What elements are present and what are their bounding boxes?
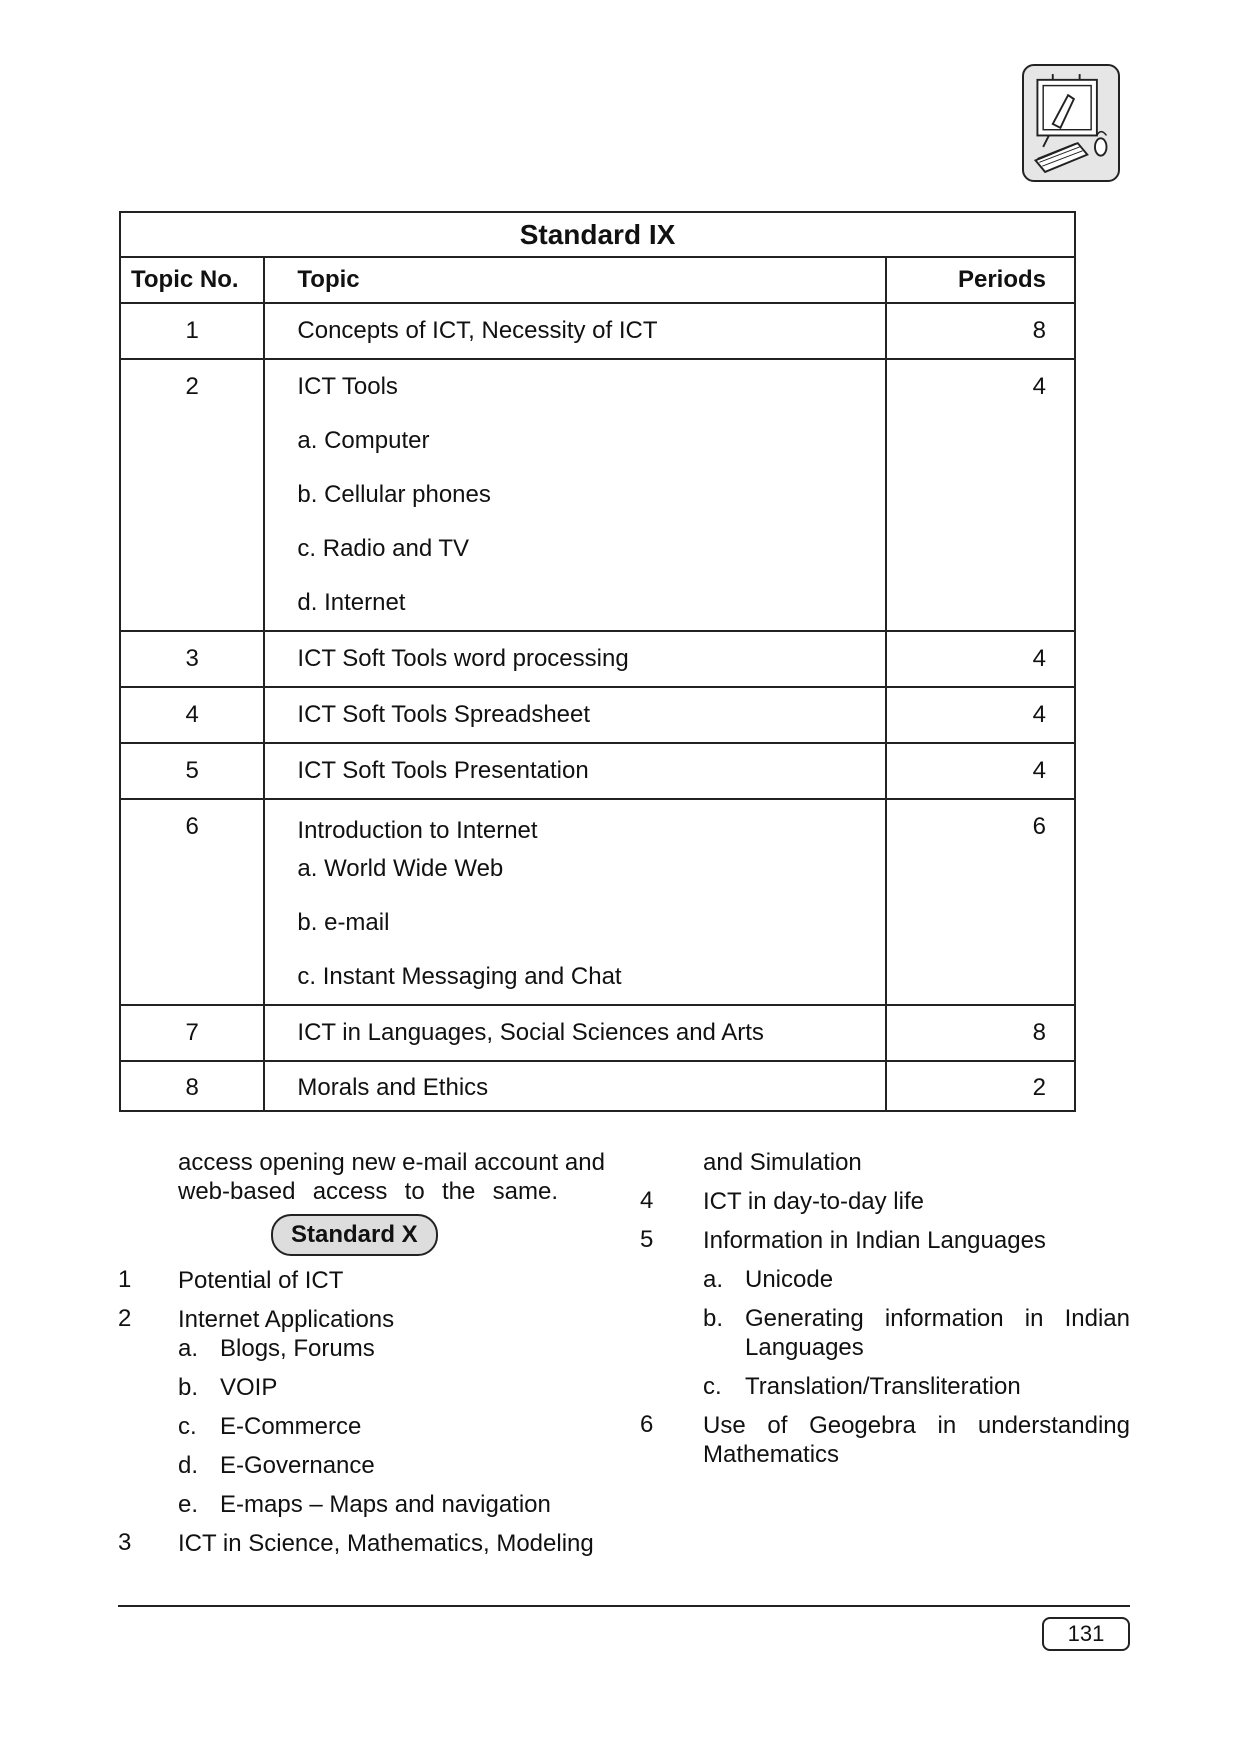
standard-x-label: Standard X	[271, 1214, 438, 1256]
sub-item	[178, 1412, 608, 1441]
sub-item-text: Generating information in Indian	[745, 1305, 1130, 1332]
table-row	[120, 359, 1075, 631]
topic-number: 4	[185, 701, 199, 728]
item-text: Information in Indian Languages	[703, 1227, 1046, 1254]
right-column	[640, 1148, 1130, 1469]
item-text: ICT in Science, Mathematics, Modeling	[178, 1530, 594, 1557]
sub-item	[703, 1304, 1130, 1362]
sub-item-text: Blogs, Forums	[220, 1335, 375, 1362]
sub-item-label: c.	[703, 1373, 722, 1400]
topic-text: Concepts of ICT, Necessity of ICT	[297, 317, 658, 344]
sub-item-label: a.	[178, 1335, 199, 1362]
item-number: 2	[118, 1305, 132, 1332]
left-column	[118, 1148, 608, 1558]
sub-item	[178, 1490, 608, 1519]
topic-number: 1	[185, 317, 199, 344]
list-item	[118, 1266, 608, 1295]
topic-text: ICT Soft Tools word processing	[297, 645, 629, 672]
sub-item-text: E-maps – Maps and navigation	[220, 1491, 551, 1518]
table-title: Standard IX	[120, 212, 1075, 257]
sub-item-label: d.	[178, 1452, 199, 1479]
list-item	[640, 1226, 1130, 1255]
header-topic-no: Topic No.	[120, 257, 264, 303]
item-text: Potential of ICT	[178, 1267, 344, 1294]
subtopic: c. Instant Messaging and Chat	[297, 963, 622, 990]
topic-periods: 8	[1032, 317, 1046, 344]
topic-text: ICT Soft Tools Presentation	[297, 757, 589, 784]
sub-item	[703, 1372, 1130, 1401]
subtopic: b. e-mail	[297, 909, 390, 936]
header-periods: Periods	[886, 257, 1075, 303]
topic-number: 7	[185, 1019, 199, 1046]
list-item	[640, 1411, 1130, 1469]
topic-periods: 4	[1032, 373, 1046, 400]
item-text: Mathematics	[703, 1441, 840, 1468]
sub-item-label: b.	[178, 1374, 199, 1401]
item-number: 4	[640, 1187, 654, 1214]
topic-periods: 4	[1032, 701, 1046, 728]
item-text: ICT in day-to-day life	[703, 1188, 924, 1215]
sub-item	[703, 1265, 1130, 1294]
sub-item-text: Translation/Transliteration	[745, 1373, 1021, 1400]
table-row	[120, 631, 1075, 687]
item-number: 3	[118, 1529, 132, 1556]
item-number: 5	[640, 1226, 654, 1253]
topic-periods: 8	[1032, 1019, 1046, 1046]
subtopic: a. Computer	[297, 427, 430, 454]
sub-item	[178, 1451, 608, 1480]
item-text: Use of Geogebra in understanding	[703, 1412, 1130, 1439]
topic-periods: 4	[1032, 645, 1046, 672]
item-text: Internet Applications	[178, 1306, 395, 1333]
intro-line: access opening new e-mail account and	[178, 1149, 605, 1176]
intro-line: web-based access to the same.	[178, 1178, 558, 1205]
page-number: 131	[1042, 1617, 1130, 1651]
footer-divider	[118, 1605, 1130, 1607]
list-item	[640, 1187, 1130, 1216]
sub-item-label: a.	[703, 1266, 724, 1293]
sub-item-text: VOIP	[220, 1374, 278, 1401]
sub-item-label: c.	[178, 1413, 197, 1440]
topic-text: Introduction to Internet	[297, 817, 538, 844]
topic-text: Morals and Ethics	[297, 1074, 489, 1101]
table-row	[120, 303, 1075, 359]
table-row	[120, 1061, 1075, 1111]
sub-item-text: E-Governance	[220, 1452, 375, 1479]
item-number: 1	[118, 1266, 132, 1293]
sub-item	[178, 1373, 608, 1402]
topic-text: ICT Tools	[297, 373, 398, 400]
topic-text: ICT in Languages, Social Sciences and Arts	[297, 1019, 764, 1046]
table-row	[120, 1005, 1075, 1061]
topic-number: 5	[185, 757, 199, 784]
subtopic: b. Cellular phones	[297, 481, 491, 508]
list-item	[118, 1529, 608, 1558]
sub-item-label: e.	[178, 1491, 199, 1518]
header-topic: Topic	[264, 257, 885, 303]
topic-periods: 2	[1032, 1074, 1046, 1101]
topic-periods: 6	[1032, 813, 1046, 840]
item-number: 6	[640, 1411, 654, 1438]
table-row	[120, 687, 1075, 743]
sub-item-label: b.	[703, 1305, 724, 1332]
sub-item-text: Languages	[745, 1334, 864, 1361]
computer-drawing-icon	[1022, 64, 1120, 182]
topic-number: 2	[185, 373, 199, 400]
topic-number: 3	[185, 645, 199, 672]
syllabus-table	[119, 211, 1076, 1112]
topic-periods: 4	[1032, 757, 1046, 784]
topic-number: 6	[185, 813, 199, 840]
table-row	[120, 799, 1075, 1005]
table-row	[120, 743, 1075, 799]
intro-paragraph	[178, 1148, 608, 1206]
sub-item	[178, 1334, 608, 1363]
subtopic: d. Internet	[297, 589, 406, 616]
topic-number: 8	[185, 1074, 199, 1101]
subtopic: c. Radio and TV	[297, 535, 470, 562]
list-item	[118, 1305, 608, 1334]
topic-text: ICT Soft Tools Spreadsheet	[297, 701, 591, 728]
sub-item-text: Unicode	[745, 1266, 834, 1293]
subtopic: a. World Wide Web	[297, 855, 504, 882]
continuation-text: and Simulation	[703, 1149, 862, 1176]
sub-item-text: E-Commerce	[220, 1413, 362, 1440]
